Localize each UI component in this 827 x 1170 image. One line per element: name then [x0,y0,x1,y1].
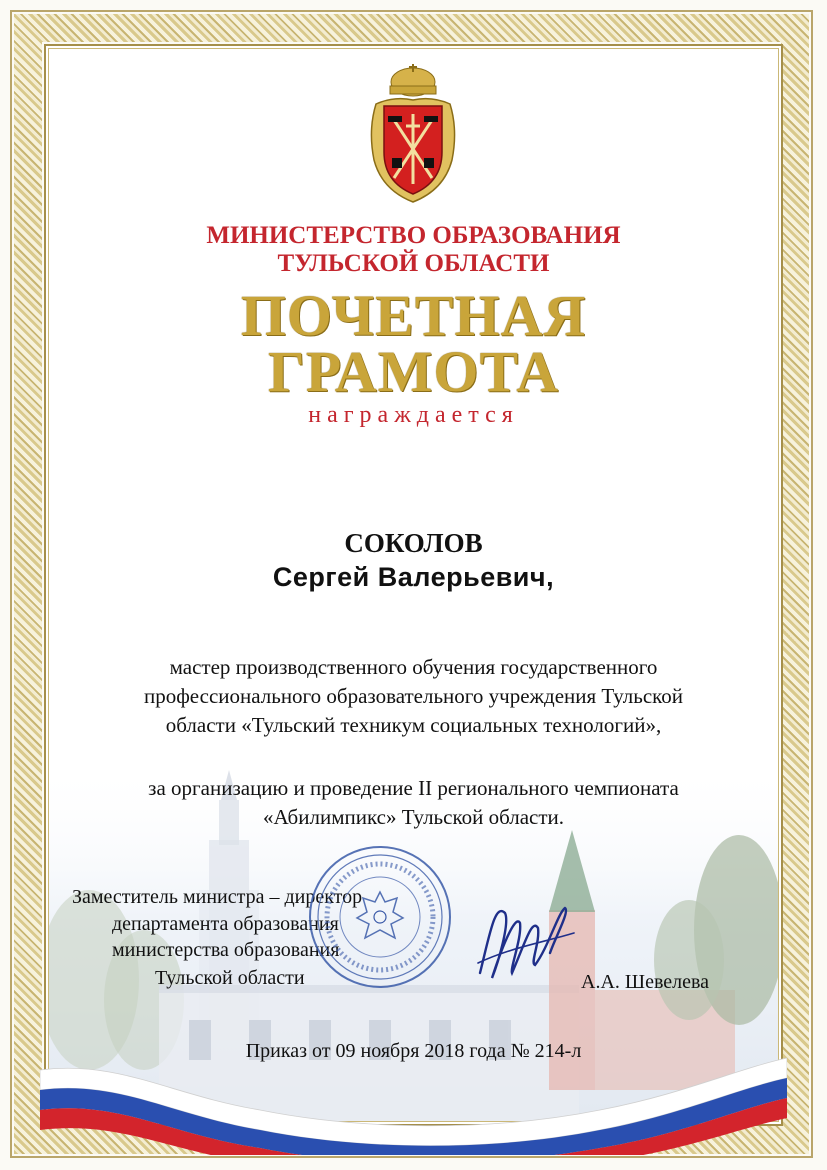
signatory-title-line3: министерства образования [112,939,340,961]
recipient-surname: СОКОЛОВ [344,528,483,558]
awarded-caption: награждается [308,402,519,428]
order-reference: Приказ от 09 ноября 2018 года № 214-л [245,1040,582,1062]
signatory-title-line4: Тульской области [155,967,305,989]
ministry-name-line1: МИНИСТЕРСТВО ОБРАЗОВАНИЯ [206,222,621,249]
signatory-title-line2: департамента образования [112,913,339,935]
citation-line-1: мастер производственного обучения государственного [169,655,658,679]
signatory-title-line1: Заместитель министра – директор [72,886,363,908]
ministry-name-line2: ТУЛЬСКОЙ ОБЛАСТИ [277,250,550,277]
citation-line-2: профессионального образовательного учреждения Тульской [143,684,684,708]
citation-line-4: за организацию и проведение II регионального чемпионата [148,776,679,800]
signatory-name: А.А. Шевелева [581,971,710,993]
tula-coat-of-arms-icon [362,60,464,210]
citation-line-3: области «Тульский техникум социальных технологий», [165,713,662,737]
official-seal-icon [305,842,455,992]
handwritten-signature-icon [470,893,580,988]
citation-line-5: «Абилимпикс» Тульской области. [262,805,565,829]
certificate-title-line1: ПОЧЕТНАЯ [240,283,587,348]
certificate-title-line2: ГРАМОТА [267,339,560,404]
recipient-given-names: Сергей Валерьевич, [272,562,555,592]
